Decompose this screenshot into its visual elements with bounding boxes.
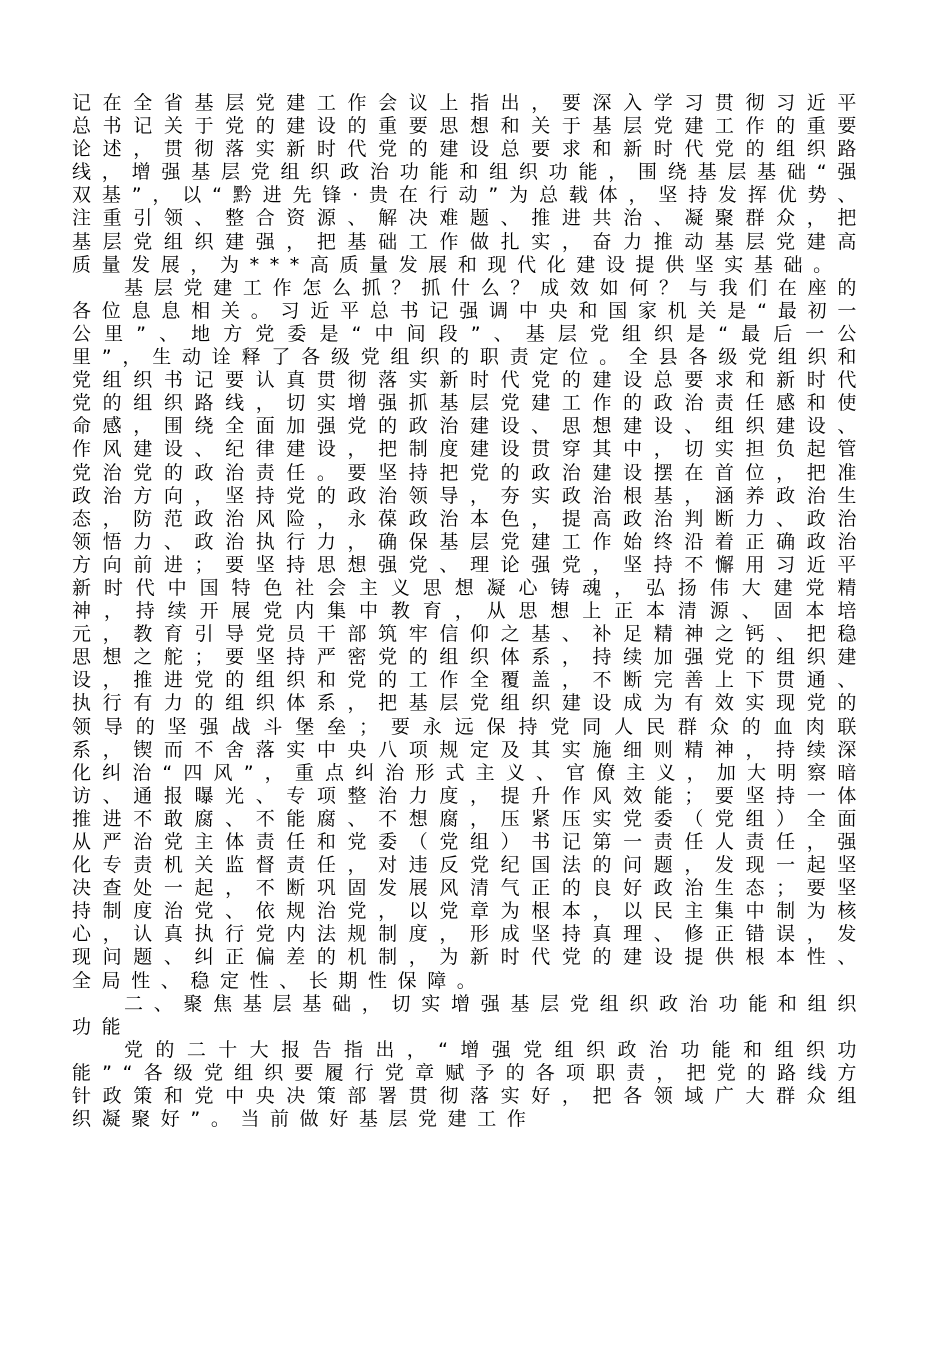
paragraph-1: 记在全省基层党建工作会议上指出，要深入学习贯彻习近平总书记关于党的建设的重要思想和关于基层党建工作的重要论述，贯彻落实新时代党的建设总要求和新时代党的组织路线，增强基层党组织政治功能和组织功能，围绕基层基础“强双基”，以“黔进先锋·贵在行动”为总载体，坚持发挥优势、注重引领、整合资源、解决难题、推进共治、凝聚群众，把基层党组织建强，把基础工作做扎实，奋力推动基层党建高质量发展，为***高质量发展和现代化建设提供坚实基础。 [72,92,867,276]
paragraph-3: 党的二十大报告指出，“增强党组织政治功能和组织功能”“各级党组织要履行党章赋予的各项职责，把党的路线方针政策和党中央决策部署贯彻落实好，把各领域广大群众组织凝聚好”。当前做好基层党建工作 [72,1038,867,1131]
paragraph-2: 基层党建工作怎么抓？抓什么？成效如何？与我们在座的各位息息相关。习近平总书记强调中央和国家机关是“最初一公里”、地方党委是“中间段”、基层党组织是“最后一公里”，生动诠释了各级党组织的职责定位。全县各级党组织和党组织书记要认真贯彻落实新时代党的建设总要求和新时代党的组织路线，切实增强抓基层党建工作的政治责任感和使命感，围绕全面加强党的政治建设、思想建设、组织建设、作风建设、纪律建设，把制度建设贯穿其中，切实担负起管党治党的政治责任。要坚持把党的政治建设摆在首位，把准政治方向，坚持党的政治领导，夯实政治根基，涵养政治生态，防范政治风险，永葆政治本色，提高政治判断力、政治领悟力、政治执行力，确保基层党建工作始终沿着正确政治方向前进；要坚持思想强党、理论强党，坚持不懈用习近平新时代中国特色社会主义思想凝心铸魂，弘扬伟大建党精神，持续开展党内集中教育，从思想上正本清源、固本培元，教育引导党员干部筑牢信仰之基、补足精神之钙、把稳思想之舵；要坚持严密党的组织体系，持续加强党的组织建设，推进党的组织和党的工作全覆盖，不断完善上下贯通、执行有力的组织体系，把基层党组织建设成为有效实现党的领导的坚强战斗堡垒；要永远保持党同人民群众的血肉联系，锲而不舍落实中央八项规定及其实施细则精神，持续深化纠治“四风”，重点纠治形式主义、官僚主义，加大明察暗访、通报曝光、专项整治力度，提升作风效能；要坚持一体推进不敢腐、不能腐、不想腐，压紧压实党委（党组）全面从严治党主体责任和党委（党组）书记第一责任人责任，强化专责机关监督责任，对违反党纪国法的问题，发现一起坚决查处一起，不断巩固发展风清气正的良好政治生态；要坚持制度治党、依规治党，以党章为根本，以民主集中制为核心，认真执行党内法规制度，形成坚持真理、修正错误，发现问题、纠正偏差的机制，为新时代党的建设提供根本性、全局性、稳定性、长期性保障。 [72,276,867,992]
section-heading-2: 二、聚焦基层基础，切实增强基层党组织政治功能和组织功能 [72,992,867,1038]
document-body [72,92,867,1131]
